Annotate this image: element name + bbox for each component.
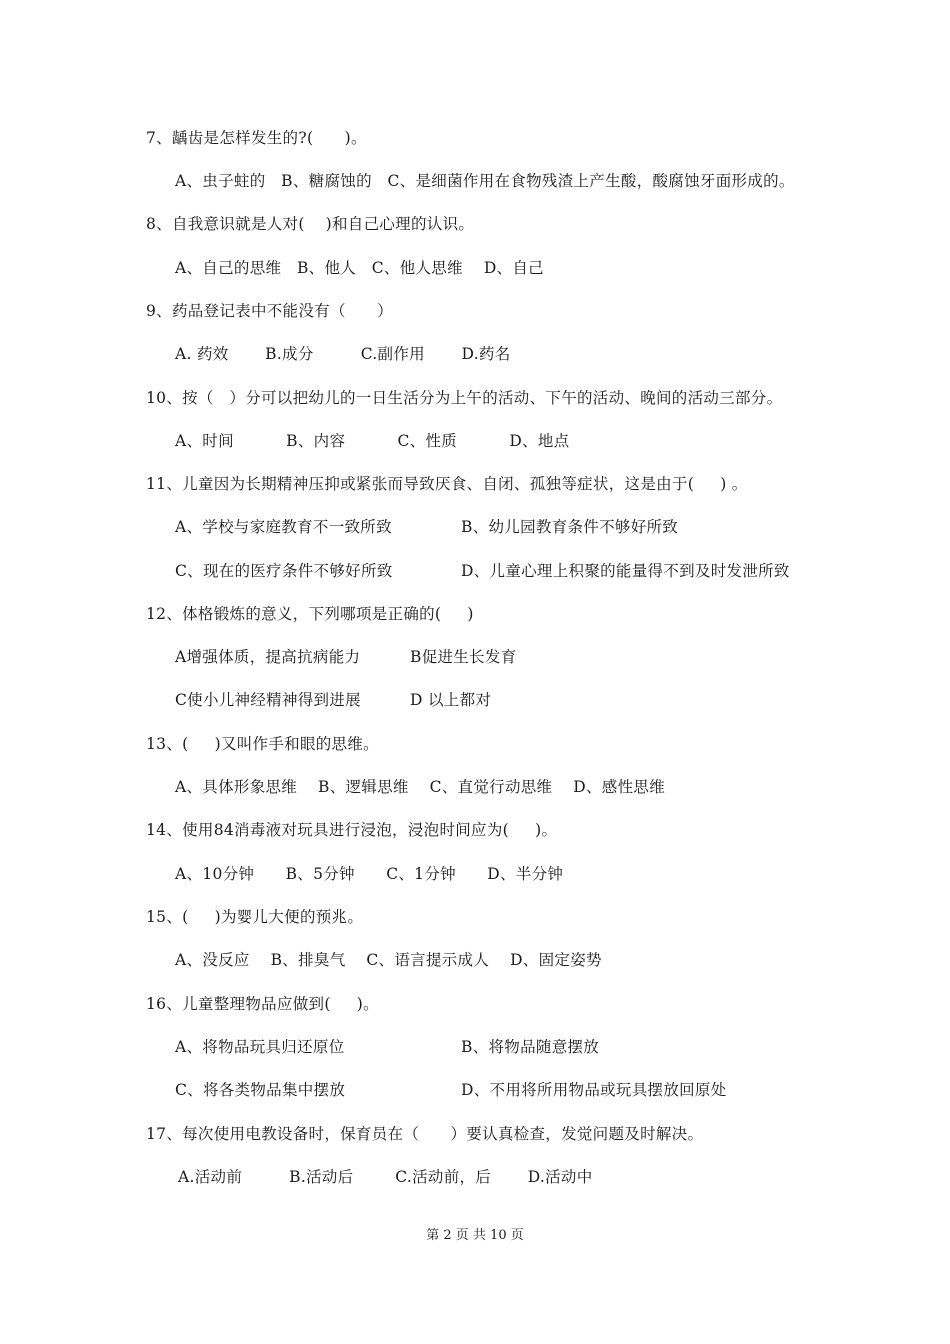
question-14-options: A、10分钟 B、5分钟 C、1分钟 D、半分钟 (175, 865, 564, 883)
question-13-options: A、具体形象思维 B、逻辑思维 C、直觉行动思维 D、感性思维 (175, 778, 665, 796)
question-9-options: A. 药效 B.成分 C.副作用 D.药名 (175, 345, 511, 363)
question-12-option-c: C使小儿神经精神得到进展 (175, 691, 361, 709)
question-15-stem: 15、( )为婴儿大便的预兆。 (146, 908, 364, 926)
question-8-options: A、自己的思维 B、他人 C、他人思维 D、自己 (175, 259, 544, 277)
question-17-options: A.活动前 B.活动后 C.活动前，后 D.活动中 (178, 1168, 593, 1186)
question-12-option-d: D 以上都对 (410, 691, 492, 709)
question-12-stem: 12、体格锻炼的意义，下列哪项是正确的( ) (146, 605, 474, 623)
question-11-option-a: A、学校与家庭教育不一致所致 (175, 518, 392, 536)
question-9-stem: 9、药品登记表中不能没有（ ） (146, 302, 393, 320)
question-13-stem: 13、( )又叫作手和眼的思维。 (146, 735, 379, 753)
question-11-stem: 11、儿童因为长期精神压抑或紧张而导致厌食、自闭、孤独等症状，这是由于( ) 。 (146, 475, 748, 493)
question-16-stem: 16、儿童整理物品应做到( )。 (146, 995, 379, 1013)
question-7-options: A、虫子蛀的 B、糖腐蚀的 C、是细菌作用在食物残渣上产生酸，酸腐蚀牙面形成的。 (175, 172, 795, 190)
question-12-option-b: B促进生长发育 (410, 648, 517, 666)
question-16-option-a: A、将物品玩具归还原位 (175, 1038, 345, 1056)
question-15-options: A、没反应 B、排臭气 C、语言提示成人 D、固定姿势 (175, 951, 602, 969)
question-7-stem: 7、龋齿是怎样发生的?( )。 (146, 129, 367, 147)
question-16-option-d: D、不用将所用物品或玩具摆放回原处 (461, 1081, 727, 1099)
question-8-stem: 8、自我意识就是人对( )和自己心理的认识。 (146, 215, 475, 233)
question-10-stem: 10、按（ ）分可以把幼儿的一日生活分为上午的活动、下午的活动、晚间的活动三部分。 (146, 389, 783, 407)
question-16-option-b: B、将物品随意摆放 (461, 1038, 600, 1056)
page-number-footer: 第 2 页 共 10 页 (426, 1228, 524, 1243)
question-11-option-b: B、幼儿园教育条件不够好所致 (461, 518, 679, 536)
question-17-stem: 17、每次使用电教设备时，保育员在（ ）要认真检查，发觉问题及时解决。 (146, 1125, 704, 1143)
question-14-stem: 14、使用84消毒液对玩具进行浸泡，浸泡时间应为( )。 (146, 821, 558, 839)
question-11-option-d: D、儿童心理上积聚的能量得不到及时发泄所致 (461, 562, 790, 580)
question-10-options: A、时间 B、内容 C、性质 D、地点 (175, 432, 570, 450)
question-16-option-c: C、将各类物品集中摆放 (175, 1081, 346, 1099)
question-12-option-a: A增强体质，提高抗病能力 (175, 648, 361, 666)
question-11-option-c: C、现在的医疗条件不够好所致 (175, 562, 393, 580)
